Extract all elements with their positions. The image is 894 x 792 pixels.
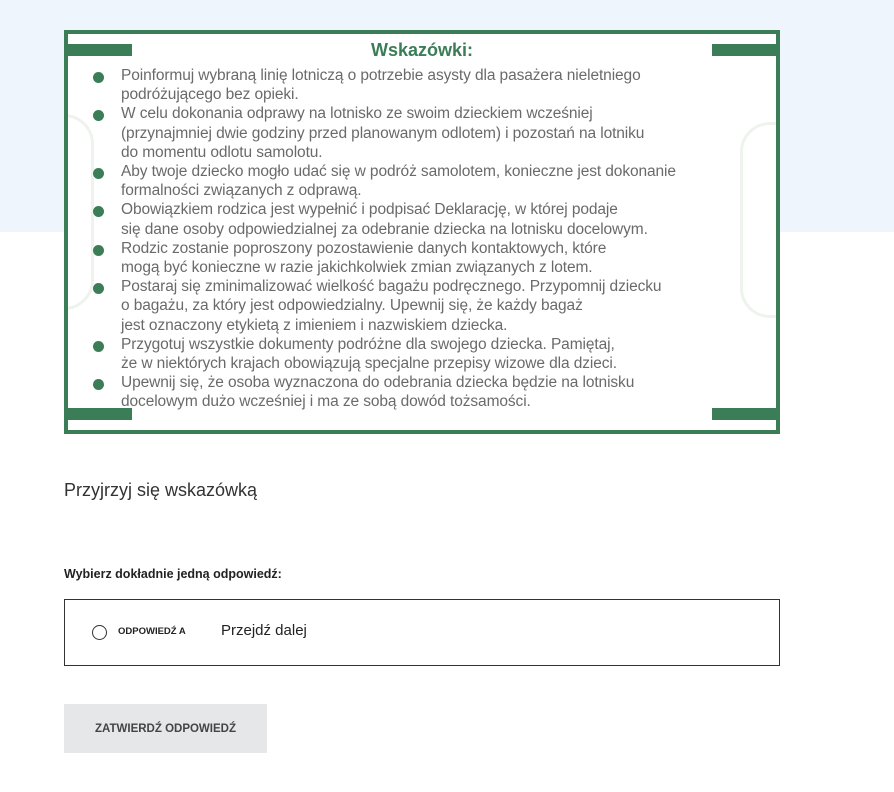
tip-line: podróżującego bez opieki. <box>121 86 299 104</box>
tip-line: Aby twoje dziecko mogło udać się w podróż samolotem, konieczne jest dokonanie <box>121 163 676 180</box>
tips-image <box>64 30 780 434</box>
option-label: ODPOWIEDŹ A <box>118 626 186 637</box>
tip-line: (przynajmniej dwie godziny przed planowanym odlotem) i pozostań na lotniku <box>121 124 645 142</box>
bullet-icon <box>93 379 104 390</box>
tips-title: Wskazówki: <box>370 40 474 60</box>
answer-option-a[interactable] <box>64 599 780 666</box>
tip-line: jest oznaczony etykietą z imieniem i nazwiskiem dziecka. <box>121 316 508 334</box>
tip-line: formalności związanych z odprawą. <box>121 182 362 200</box>
tip-line: W celu dokonania odprawy na lotnisko ze swoim dzieckiem wcześniej <box>121 105 593 123</box>
bullet-icon <box>93 283 104 294</box>
bullet-icon <box>93 245 104 256</box>
instruction-text: Wybierz dokładnie jedną odpowiedź: <box>64 567 282 581</box>
tip-line: że w niektórych krajach obowiązują specjalne przepisy wizowe dla dzieci. <box>121 355 617 372</box>
bullet-icon <box>93 72 104 83</box>
tip-line: Przygotuj wszystkie dokumenty podróżne dla swojego dziecka. Pamiętaj, <box>121 335 615 353</box>
option-text: Przejdź dalej <box>221 622 307 639</box>
tip-line: do momentu odlotu samolotu. <box>121 143 323 161</box>
bullet-icon <box>93 341 104 352</box>
tip-line: docelowym dużo wcześniej i ma ze sobą dowód tożsamości. <box>121 393 531 411</box>
tip-line: Poinformuj wybraną linię lotniczą o potrzebie asysty dla pasażera nieletniego <box>121 67 641 84</box>
tip-line: Obowiązkiem rodzica jest wypełnić i podpisać Deklarację, w której podaje <box>121 201 618 219</box>
decoration <box>64 114 94 310</box>
tip-line: Rodzic zostanie poproszony pozostawienie danych kontaktowych, które <box>121 239 607 257</box>
corner-bar <box>712 408 776 420</box>
radio-button[interactable] <box>92 625 107 640</box>
decoration <box>740 122 780 318</box>
bullet-icon <box>93 110 104 121</box>
tip-line: Postaraj się zminimalizować wielkość bagażu podręcznego. Przypomnij dziecku <box>121 278 662 296</box>
tip-line: się dane osoby odpowiedzialnej za odebranie dziecka na lotnisku docelowym. <box>121 220 648 238</box>
tip-line: Upewnij się, że osoba wyznaczona do odebrania dziecka będzie na lotnisku <box>121 374 635 392</box>
tip-line: mogą być konieczne w razie jakichkolwiek zmian związanych z lotem. <box>121 259 593 276</box>
tip-line: o bagażu, za który jest odpowiedzialny. Upewnij się, że każdy bagaż <box>121 297 583 315</box>
submit-answer-button[interactable]: ZATWIERDŹ ODPOWIEDŹ <box>64 704 267 753</box>
bullet-icon <box>93 168 104 179</box>
hint-text: Przyjrzyj się wskazówką <box>64 480 258 500</box>
bullet-icon <box>93 206 104 217</box>
